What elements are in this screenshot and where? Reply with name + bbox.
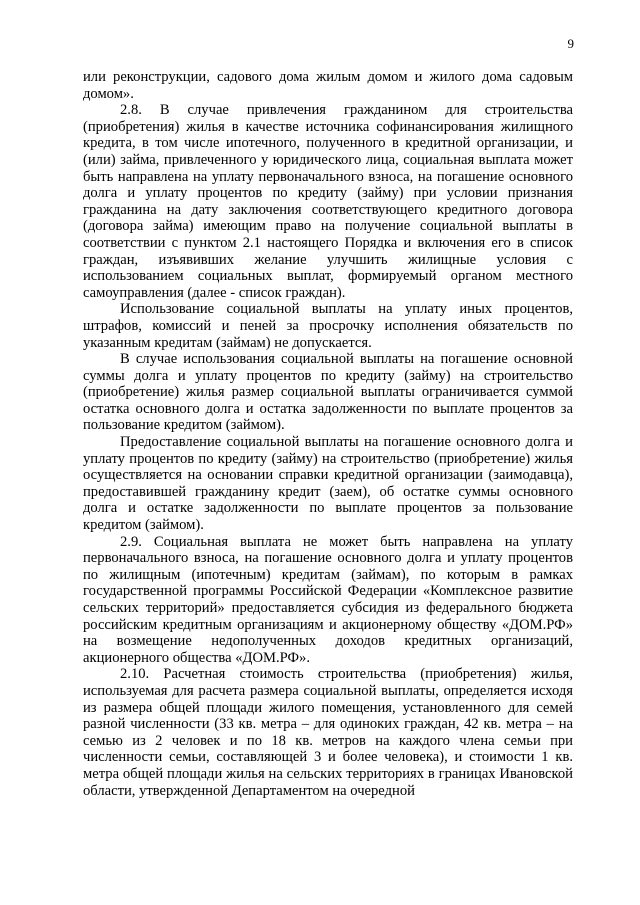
paragraph-continuation: или реконструкции, садового дома жилым домом и жилого дома садовым домом».	[83, 69, 573, 102]
paragraph-2-9: 2.9. Социальная выплата не может быть направлена на уплату первоначального взноса, на погашение основного долга и уплату процентов по жилищным (ипотечным) кредитам (займам), по которым в рамках государственной программы Российской Федерации «Комплексное развитие сельских территорий» предоставляется субсидия из федерального бюджета российским кредитным организациям и акционерному обществу «ДОМ.РФ» на возмещение недополученных доходов кредитных организаций, акционерного общества «ДОМ.РФ».	[83, 533, 573, 666]
paragraph-other-interest: Использование социальной выплаты на уплату иных процентов, штрафов, комиссий и пеней за просрочку исполнения обязательств по указанным кредитам (займам) не допускается.	[83, 301, 573, 351]
document-body	[83, 69, 573, 799]
paragraph-2-8: 2.8. В случае привлечения гражданином для строительства (приобретения) жилья в качестве источника софинансирования жилищного кредита, в том числе ипотечного, полученного в кредитной организации, и (или) займа, привлеченного у юридического лица, социальная выплата может быть направлена на уплату первоначального взноса, на погашение основного долга и уплату процентов по кредиту (займу) при условии признания гражданина на дату заключения соответствующего кредитного договора (договора займа) имеющим право на получение социальной выплаты в соответствии с пунктом 2.1 настоящего Порядка и включения его в список граждан, изъявивших желание улучшить жилищные условия с использованием социальных выплат, формируемый органом местного самоуправления (далее - список граждан).	[83, 102, 573, 301]
page-number: 9	[567, 36, 574, 51]
paragraph-principal-repayment: В случае использования социальной выплаты на погашение основной суммы долга и уплату процентов по кредиту (займу) на строительство (приобретение) жилья размер социальной выплаты ограничивается суммой остатка основного долга и остатка задолженности по выплате процентов за пользование кредитом (займом).	[83, 351, 573, 434]
paragraph-bank-statement: Предоставление социальной выплаты на погашение основного долга и уплату процентов по кредиту (займу) на строительство (приобретение) жилья осуществляется на основании справки кредитной организации (заимодавца), предоставившей гражданину кредит (заем), об остатке суммы основного долга и остатке задолженности по выплате процентов за пользование кредитом (займом).	[83, 434, 573, 534]
paragraph-2-10: 2.10. Расчетная стоимость строительства (приобретения) жилья, используемая для расчета размера социальной выплаты, определяется исходя из размера общей площади жилого помещения, установленного для семей разной численности (33 кв. метра – для одиноких граждан, 42 кв. метра – на семью из 2 человек и по 18 кв. метров на каждого члена семьи при численности семьи, составляющей 3 и более человека), и стоимости 1 кв. метра общей площади жилья на сельских территориях в границах Ивановской области, утвержденной Департаментом на очередной	[83, 666, 573, 799]
